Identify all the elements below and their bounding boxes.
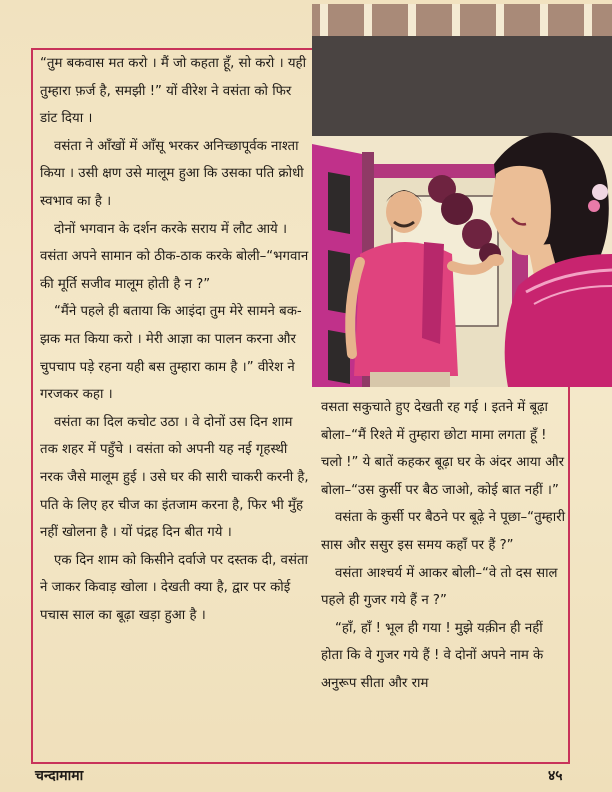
paragraph: एक दिन शाम को किसीने दर्वाजे पर दस्तक दी, वसंता ने जाकर किवाड़ खोला । देखती क्या है, द्वार पर कोई पचास साल का बूढ़ा खड़ा हुआ है । <box>40 552 308 623</box>
story-column-right <box>321 394 567 698</box>
paragraph: “मैंने पहले ही बताया कि आइंदा तुम मेरे सामने बक-झक मत किया करो । मेरी आज्ञा का पालन करना और चुपचाप पड़े रहना यही बस तुम्हारा काम है ।” वीरेश ने गरजकर कहा । <box>40 304 302 403</box>
paragraph: वसंता आश्चर्य में आकर बोली–“वे तो दस साल पहले ही गुजर गये हैं न ?” <box>321 565 558 609</box>
paragraph: वसता सकुचाते हुए देखती रह गई । इतने में बूढ़ा बोला–“मैं रिश्ते में तुम्हारा छोटा मामा लगता हूँ ! चलो !” ये बातें कहकर बूढ़ा घर के अंदर आया और बोला–“उस कुर्सी पर बैठ जाओ, कोई बात नहीं ।” <box>321 400 565 498</box>
story-illustration <box>312 4 612 387</box>
paragraph: वसंता ने आँखों में आँसू भरकर अनिच्छापूर्वक नाश्ता किया । उसी क्षण उसे मालूम हुआ कि उसका पति क्रोधी स्वभाव का है । <box>40 138 304 209</box>
paragraph: दोनों भगवान के दर्शन करके सराय में लौट आये । वसंता अपने सामान को ठीक-ठाक करके बोली–“भगवान की मूर्ति सजीव मालूम होती है न ?” <box>40 221 309 292</box>
paragraph: वसंता का दिल कचोट उठा । वे दोनों उस दिन शाम तक शहर में पहुँचे । वसंता को अपनी यह नई गृहस्थी नरक जैसे मालूम हुई । उसे घर की सारी चाकरी करनी है, पति के लिए हर चीज का इंतजाम करना है, फिर भी मुँह नहीं खोलना है । यों पंद्रह दिन बीत गये । <box>40 414 309 541</box>
magazine-title: चन्दामामा <box>35 768 84 784</box>
paragraph: “तुम बकवास मत करो । मैं जो कहता हूँ, सो करो । यही तुम्हारा फ़र्ज है, समझी !” यों वीरेश ने वसंता को फिर डांट दिया । <box>40 56 307 127</box>
page-number: ४५ <box>548 768 563 784</box>
paragraph: “हाँ, हाँ ! भूल ही गया ! मुझे यक़ीन ही नहीं होता कि वे गुजर गये हैं ! वे दोनों अपने नाम के अनुरूप सीता और राम <box>321 620 544 691</box>
story-column-left <box>40 50 312 629</box>
paragraph: वसंता के कुर्सी पर बैठने पर बूढ़े ने पूछा–“तुम्हारी सास और ससुर इस समय कहाँ पर हैं ?” <box>321 510 566 553</box>
